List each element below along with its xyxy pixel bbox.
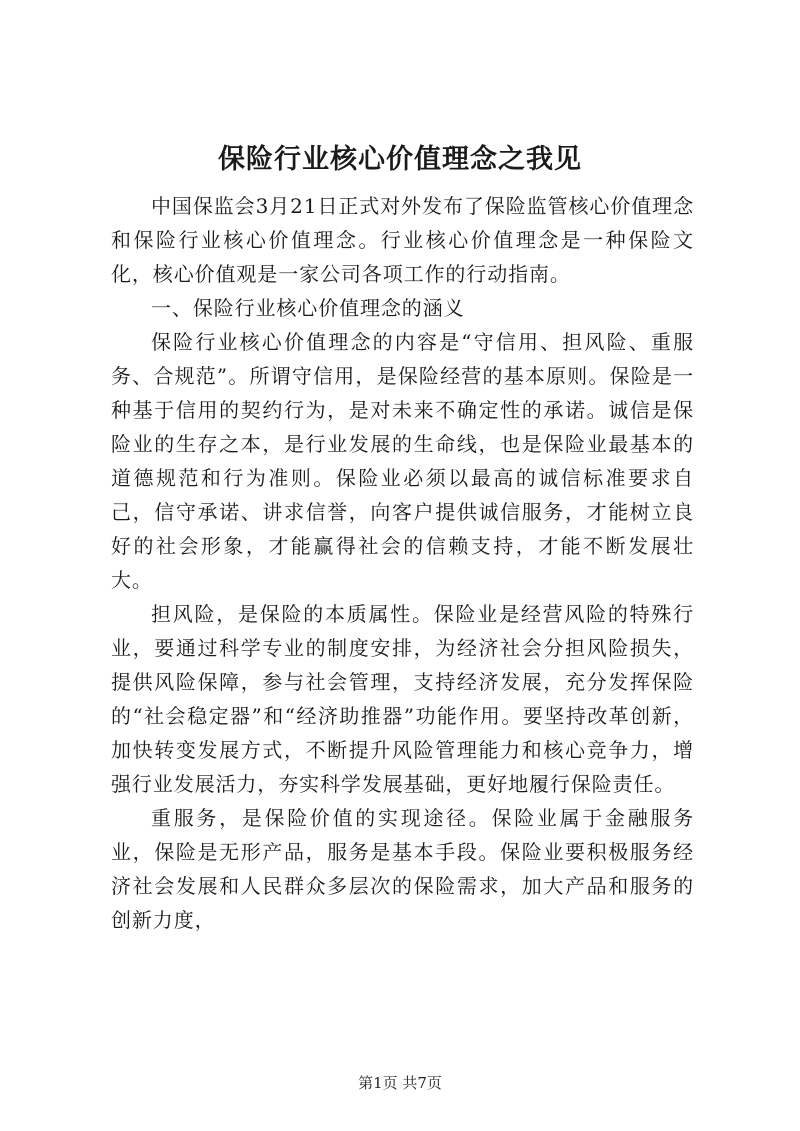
- document-title: 保险行业核心价值理念之我见: [218, 144, 582, 175]
- paragraph-dan-fengxian: 担风险，是保险的本质属性。保险业是经营风险的特殊行业，要通过科学专业的制度安排，为经济社会分担风险损失，提供风险保障，参与社会管理，支持经济发展，充分发挥保险的“社会稳定器”和“经济助推器”功能作用。要坚持改革创新，加快转变发展方式，不断提升风险管理能力和核心竞争力，增强行业发展活力，夯实科学发展基础，更好地履行保险责任。: [111, 602, 694, 796]
- document-body: [111, 189, 694, 937]
- paragraph-shou-xinyong: 保险行业核心价值理念的内容是“守信用、担风险、重服务、合规范”。所谓守信用，是保险经营的基本原则。保险是一种基于信用的契约行为，是对未来不确定性的承诺。诚信是保险业的生存之本，是行业发展的生命线，也是保险业最基本的道德规范和行为准则。保险业必须以最高的诚信标准要求自己，信守承诺、讲求信誉，向客户提供诚信服务，才能树立良好的社会形象，才能赢得社会的信赖支持，才能不断发展壮大。: [111, 330, 694, 592]
- paragraph-intro: 中国保监会3月21日正式对外发布了保险监管核心价值理念和保险行业核心价值理念。行业核心价值理念是一种保险文化，核心价值观是一家公司各项工作的行动指南。: [111, 194, 694, 286]
- page-footer: 第1页 共7页: [358, 1074, 442, 1092]
- paragraph-zhong-fuwu: 重服务，是保险价值的实现途径。保险业属于金融服务业，保险是无形产品，服务是基本手段。保险业要积极服务经济社会发展和人民群众多层次的保险需求，加大产品和服务的创新力度，: [111, 806, 694, 932]
- section-heading: 一、保险行业核心价值理念的涵义: [151, 296, 465, 320]
